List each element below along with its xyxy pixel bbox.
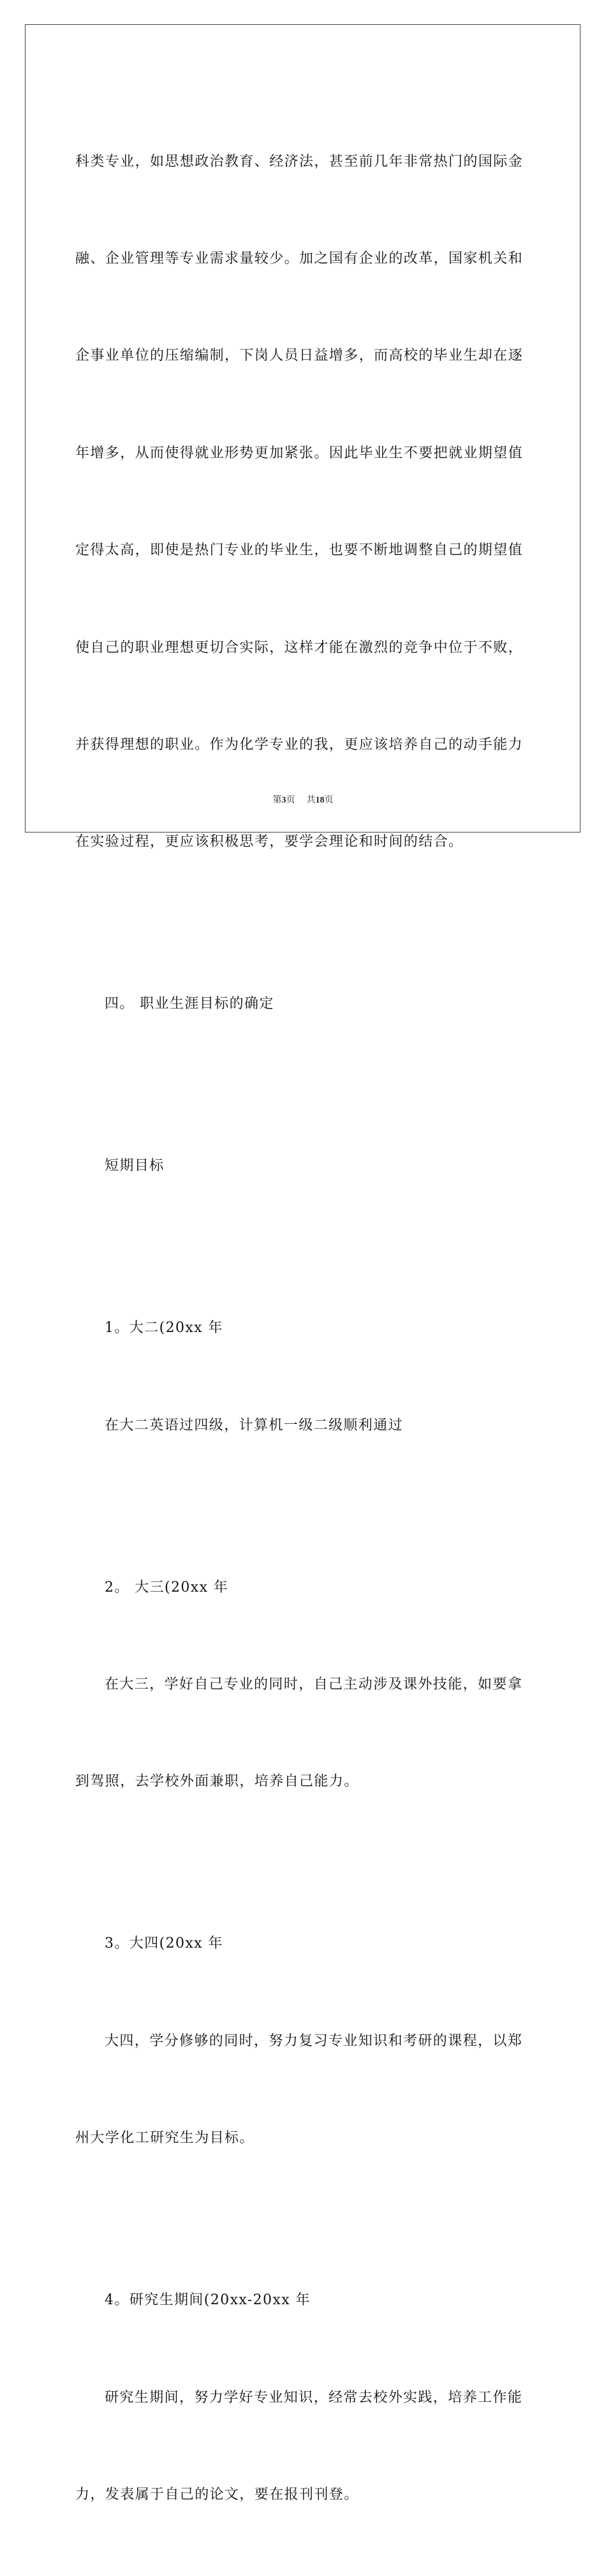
subheading-text: 短期目标 bbox=[105, 1158, 165, 1174]
text-line: 定得太高，即使是热门专业的毕业生，也要不断地调整自己的期望值 bbox=[75, 542, 524, 559]
goal-item-title: 1。大二(20xx 年 bbox=[105, 1320, 223, 1336]
total-suffix: 页 bbox=[324, 796, 334, 805]
goal-item-3 bbox=[75, 1863, 531, 2220]
text-line: 科类专业，如思想政治教育、经济法，甚至前几年非常热门的国际金 bbox=[75, 153, 524, 170]
goal-item-body: 到驾照，去学校外面兼职，培养自己能力。 bbox=[75, 1773, 359, 1790]
goal-item-title: 4。研究生期间(20xx-20xx 年 bbox=[105, 2292, 311, 2309]
subheading bbox=[75, 1086, 531, 1248]
page-footer bbox=[0, 793, 606, 806]
total-count: 18 bbox=[315, 796, 325, 805]
goal-item-title: 2。 大三(20xx 年 bbox=[105, 1579, 229, 1595]
goal-item-body: 研究生期间，努力学好专业知识，经常去校外实践，培养工作能 bbox=[105, 2389, 523, 2406]
text-line: 融、企业管理等专业需求量较少。加之国有企业的改革，国家机关和 bbox=[75, 250, 524, 267]
total-prefix: 共 bbox=[306, 796, 316, 805]
current-page: 3 bbox=[281, 796, 286, 805]
goal-item-body: 力，发表属于自己的论文，要在报刊刊登。 bbox=[75, 2486, 359, 2503]
goal-item-body: 在大三，学好自己专业的同时，自己主动涉及课外技能，如要拿 bbox=[105, 1677, 523, 1693]
text-line: 年增多，从而使得就业形势更加紧张。因此毕业生不要把就业期望值 bbox=[75, 445, 524, 461]
goal-item-body: 在大二英语过四级，计算机一级二级顺利通过 bbox=[105, 1417, 404, 1433]
goal-item-4 bbox=[75, 2220, 531, 2576]
goal-item-1 bbox=[75, 1248, 531, 1507]
text-line: 并获得理想的职业。作为化学专业的我，更应该培养自己的动手能力 bbox=[75, 736, 524, 753]
goal-item-2 bbox=[75, 1507, 531, 1863]
text-line: 在实验过程，更应该积极思考，要学会理论和时间的结合。 bbox=[75, 834, 464, 850]
page-number bbox=[273, 796, 295, 805]
total-pages bbox=[307, 796, 334, 805]
page-prefix: 第 bbox=[272, 796, 282, 805]
text-line: 企事业单位的压缩编制，下岗人员日益增多，而高校的毕业生却在逐 bbox=[75, 348, 524, 364]
page-suffix: 页 bbox=[286, 796, 295, 805]
goal-item-body: 州大学化工研究生为目标。 bbox=[75, 2130, 255, 2147]
section-heading bbox=[75, 924, 531, 1086]
section-heading-text: 四。 职业生涯目标的确定 bbox=[105, 996, 274, 1012]
goal-item-body: 大四，学分修够的同时，努力复习专业知识和考研的课程，以郑 bbox=[105, 2032, 523, 2049]
goal-item-title: 3。大四(20xx 年 bbox=[105, 1936, 223, 1952]
document-body bbox=[75, 81, 531, 2576]
text-line: 使自己的职业理想更切合实际，这样才能在激烈的竞争中位于不败， bbox=[75, 639, 524, 656]
